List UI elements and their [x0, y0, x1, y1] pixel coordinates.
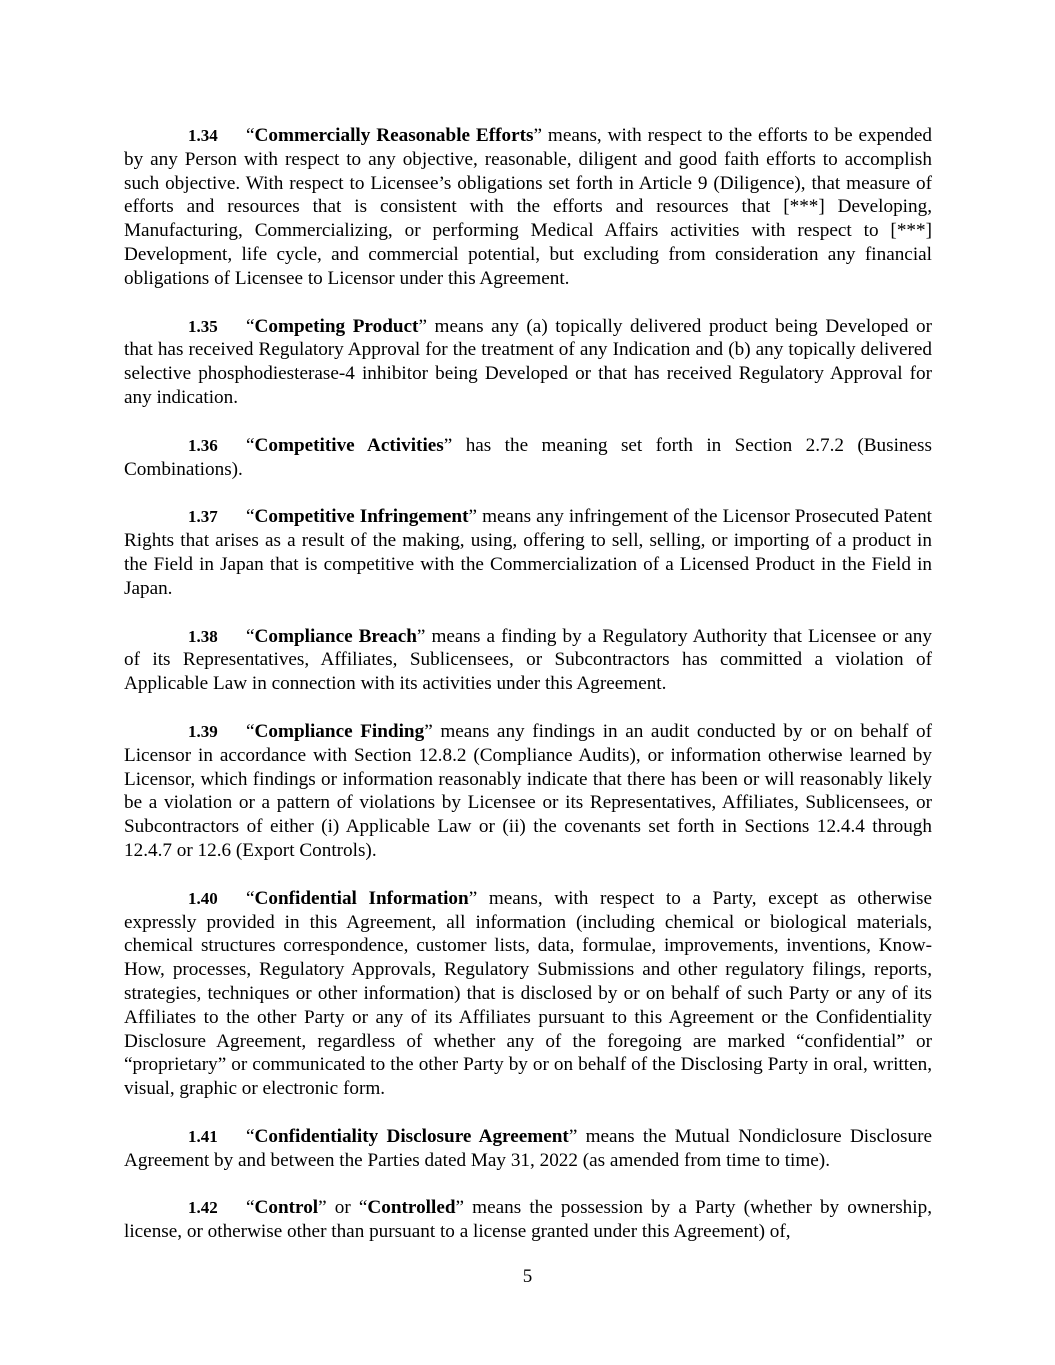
open-quote: “ — [246, 125, 255, 146]
close-quote: ” — [468, 887, 478, 909]
close-quote: ” — [443, 434, 453, 456]
definition-text: means the Mutual Nondiclosure Disclosure Agreement by and between the Parties dated May 31, 2022 (as amended from time to time). — [124, 1125, 933, 1171]
definition-1-39 — [124, 720, 932, 863]
open-quote: “ — [246, 434, 255, 456]
mid-quote: ” or “ — [318, 1197, 368, 1219]
definition-text: means a finding by a Regulatory Authority that Licensee or any of its Representatives, Affiliates, Sublicensees, or Subcontractors has committed a violation of Applicable Law in connection with its activities under this Agreement. — [124, 625, 932, 695]
defined-term: Confidentiality Disclosure Agreement — [254, 1125, 569, 1147]
section-number: 1.37 — [188, 507, 218, 527]
page-number: 5 — [522, 1266, 533, 1287]
section-number: 1.39 — [188, 721, 218, 741]
definition-text: means any (a) topically delivered product being Developed or that has received Regulatory Approval for the treatment of any Indication and (b) any topically delivered selective phosphodiesterase-4 inhibitor being Developed or that has received Regulatory Approval for any indication. — [124, 315, 933, 408]
defined-term: Compliance Finding — [254, 720, 425, 742]
close-quote: ” — [533, 125, 543, 146]
section-number: 1.35 — [188, 316, 218, 336]
definition-1-34 — [124, 124, 932, 291]
definition-text: means any findings in an audit conducted by or on behalf of Licensor in accordance with Section 12.8.2 (Compliance Audits), or information otherwise learned by Licensor, which findings or information reasonably indicate that there has been or will reasonably likely be a violation or a pattern of violations by Licensee or its Representatives, Affiliates, Sublicensees, or Subcontractors of either (i) Applicable Law or (ii) the covenants set forth in Sections 12.4.4 through 12.4.7 or 12.6 (Export Controls). — [124, 720, 932, 861]
close-quote: ” — [568, 1125, 578, 1147]
open-quote: “ — [246, 1197, 255, 1219]
section-number: 1.42 — [188, 1198, 218, 1218]
open-quote: “ — [246, 1125, 255, 1147]
open-quote: “ — [246, 315, 255, 337]
definition-text: means any infringement of the Licensor Prosecuted Patent Rights that arises as a result of the making, using, offering to sell, selling, or importing of a product in the Field in Japan that is competitive with the Commercialization of a Licensed Product in the Field in Japan. — [124, 506, 933, 599]
document-page — [124, 124, 932, 1268]
definition-1-35 — [124, 315, 932, 410]
defined-term: Commercially Reasonable Efforts — [254, 125, 534, 146]
definition-1-40 — [124, 887, 932, 1101]
definition-text: means, with respect to a Party, except as otherwise expressly provided in this Agreement, all information (including chemical or biological materials, chemical structures correspondence, customer lists, data, formulae, improvements, inventions, Know-How, processes, Regulatory Approvals, Regulatory Submissions and other regulatory filings, reports, strategies, techniques or other information) that is disclosed by or on behalf of such Party or any of its Affiliates to the other Party or any of its Affiliates pursuant to this Agreement or the Confidentiality Disclosure Agreement, regardless of whether any of the foregoing are marked “confidential” or “proprietary” or communicated to the other Party by or on behalf of the Disclosing Party in oral, written, visual, graphic or electronic form. — [124, 887, 933, 1100]
definition-1-36 — [124, 434, 932, 482]
defined-term: Competing Product — [254, 315, 419, 337]
close-quote: ” — [424, 720, 433, 742]
definition-1-42 — [124, 1196, 932, 1244]
defined-term: Competitive Infringement — [254, 506, 469, 528]
section-number: 1.38 — [188, 626, 218, 646]
definition-text: means, with respect to the efforts to be expended by any Person with respect to any objective, reasonable, diligent and good faith efforts to accomplish such objective. With respect to Licensee’s obligations set forth in Article 9 (Diligence), that measure of efforts and resources that is consistent with the efforts and resources that [***] Developing, Manufacturing, Commercializing, or performing Medical Affairs activities with respect to [***] Development, life cycle, and commercial potential, but excluding from consideration any financial obligations of Licensee to Licensor under this Agreement. — [124, 125, 933, 289]
definition-1-41 — [124, 1125, 932, 1173]
open-quote: “ — [246, 720, 255, 742]
defined-term: Confidential Information — [254, 887, 469, 909]
close-quote: ” — [416, 625, 426, 647]
open-quote: “ — [246, 625, 255, 647]
defined-term-2: Controlled — [367, 1197, 456, 1219]
close-quote: ” — [468, 506, 478, 528]
open-quote: “ — [246, 506, 255, 528]
section-number: 1.40 — [188, 888, 218, 908]
close-quote: ” — [418, 315, 427, 337]
close-quote: ” — [455, 1197, 465, 1219]
section-number: 1.34 — [188, 126, 218, 145]
open-quote: “ — [246, 887, 255, 909]
section-number: 1.36 — [188, 435, 218, 455]
defined-term: Compliance Breach — [254, 625, 417, 647]
defined-term: Competitive Activities — [254, 434, 444, 456]
definition-1-37 — [124, 505, 932, 600]
defined-term: Control — [254, 1197, 319, 1219]
definition-text: means the possession by a Party (whether by ownership, license, or otherwise other than pursuant to a license granted under this Agreement) of, — [124, 1197, 932, 1243]
section-number: 1.41 — [188, 1126, 218, 1146]
definition-text: has the meaning set forth in Section 2.7.2 (Business Combinations). — [124, 434, 932, 480]
definition-1-38 — [124, 625, 932, 696]
